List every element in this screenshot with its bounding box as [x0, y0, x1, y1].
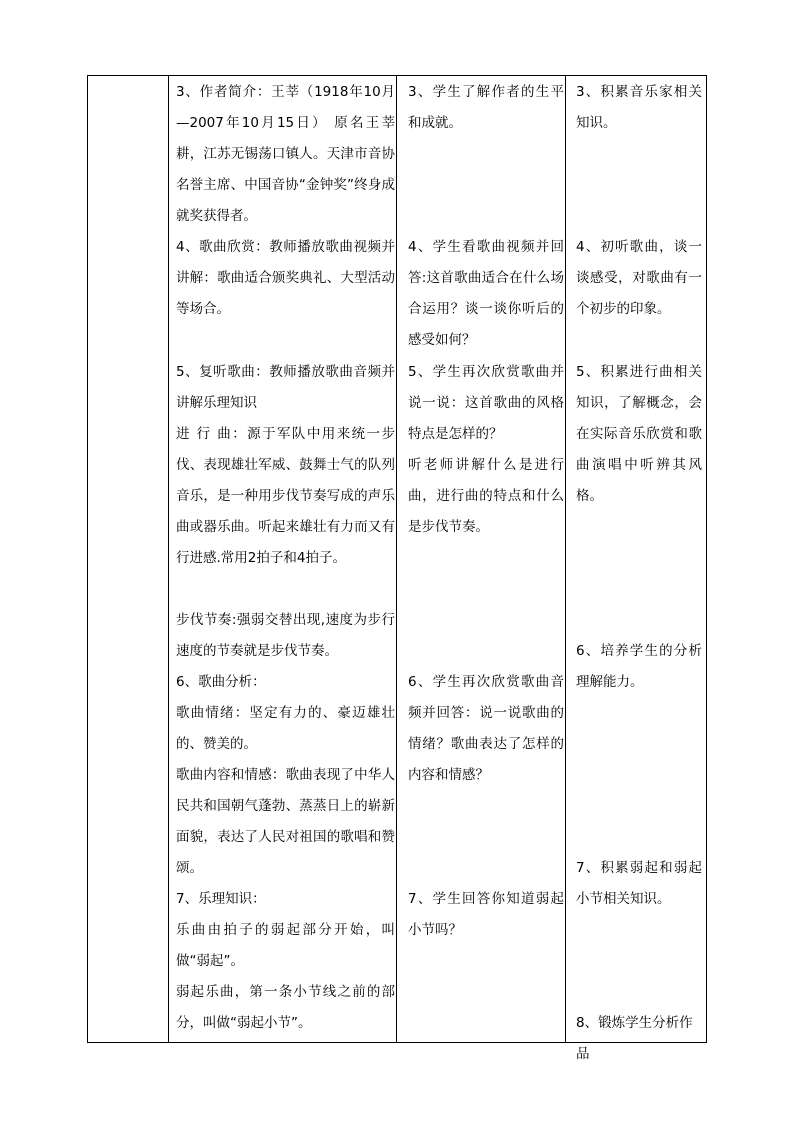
intent-8: 8、锻炼学生分析作品 — [576, 1015, 693, 1062]
march-definition-paragraph: 进 行 曲：源于军队中用来统一步伐、表现雄壮军威、鼓舞士气的队列音乐，是一种用步伐节奏写成的声乐曲或器乐曲。听起来雄壮有力而又有行进感.常用2拍子和4拍子。 — [176, 426, 395, 566]
lesson-plan-table — [87, 75, 707, 1062]
label-column — [88, 76, 168, 1042]
song-appreciation-paragraph: 4、歌曲欣赏：教师播放歌曲视频并讲解：歌曲适合颁奖典礼、大型活动等场合。 — [176, 239, 395, 317]
music-theory-heading: 7、乐理知识： — [176, 891, 266, 907]
column-divider — [168, 76, 169, 1042]
student-activity-5b: 听老师讲解什么是进行曲，进行曲的特点和什么是步伐节奏。 — [408, 457, 564, 535]
student-activity-column — [402, 76, 564, 1042]
student-activity-7: 7、学生回答你知道弱起小节吗？ — [408, 891, 564, 938]
anacrusis-paragraph: 乐曲由拍子的弱起部分开始，叫做“弱起”。 — [176, 922, 395, 969]
song-mood-paragraph: 歌曲情绪：坚定有力的、豪迈雄壮的、赞美的。 — [176, 705, 395, 752]
student-activity-4: 4、学生看歌曲视频并回答:这首歌曲适合在什么场合运用？谈一谈你听后的感受如何？ — [408, 239, 564, 348]
intent-3: 3、积累音乐家相关知识。 — [576, 84, 702, 131]
student-activity-5: 5、学生再次欣赏歌曲并说一说：这首歌曲的风格特点是怎样的？ — [408, 364, 564, 442]
design-intent-column — [572, 76, 702, 1062]
song-analysis-heading: 6、歌曲分析： — [176, 674, 266, 690]
relisten-paragraph: 5、复听歌曲：教师播放歌曲音频并讲解乐理知识 — [176, 364, 395, 411]
column-divider — [565, 76, 566, 1042]
anacrusis-bar-paragraph: 弱起乐曲，第一条小节线之前的部分，叫做“弱起小节”。 — [176, 984, 395, 1031]
column-divider — [396, 76, 397, 1042]
intent-5: 5、积累进行曲相关知识，了解概念，会在实际音乐欣赏和歌曲演唱中听辨其风格。 — [576, 364, 702, 504]
student-activity-6: 6、学生再次欣赏歌曲音频并回答：说一说歌曲的情绪？歌曲表达了怎样的内容和情感？ — [408, 674, 564, 783]
march-rhythm-paragraph: 步伐节奏:强弱交替出现,速度为步行速度的节奏就是步伐节奏。 — [176, 612, 395, 659]
song-content-paragraph: 歌曲内容和情感：歌曲表现了中华人民共和国朝气蓬勃、蒸蒸日上的崭新面貌，表达了人民对祖国的歌唱和赞颂。 — [176, 767, 395, 876]
student-activity-3: 3、学生了解作者的生平和成就。 — [408, 84, 564, 131]
intent-4: 4、初听歌曲，谈一谈感受，对歌曲有一个初步的印象。 — [576, 239, 702, 317]
intent-6: 6、培养学生的分析理解能力。 — [576, 643, 702, 690]
teacher-activity-column — [171, 76, 395, 1042]
author-intro-paragraph: 3、作者简介：王莘（1918年10月—2007年10月15日） 原名王莘耕，江苏无锡荡口镇人。天津市音协名誉主席、中国音协“金钟奖”终身成就奖获得者。 — [176, 84, 395, 224]
intent-7: 7、积累弱起和弱起小节相关知识。 — [576, 860, 702, 907]
